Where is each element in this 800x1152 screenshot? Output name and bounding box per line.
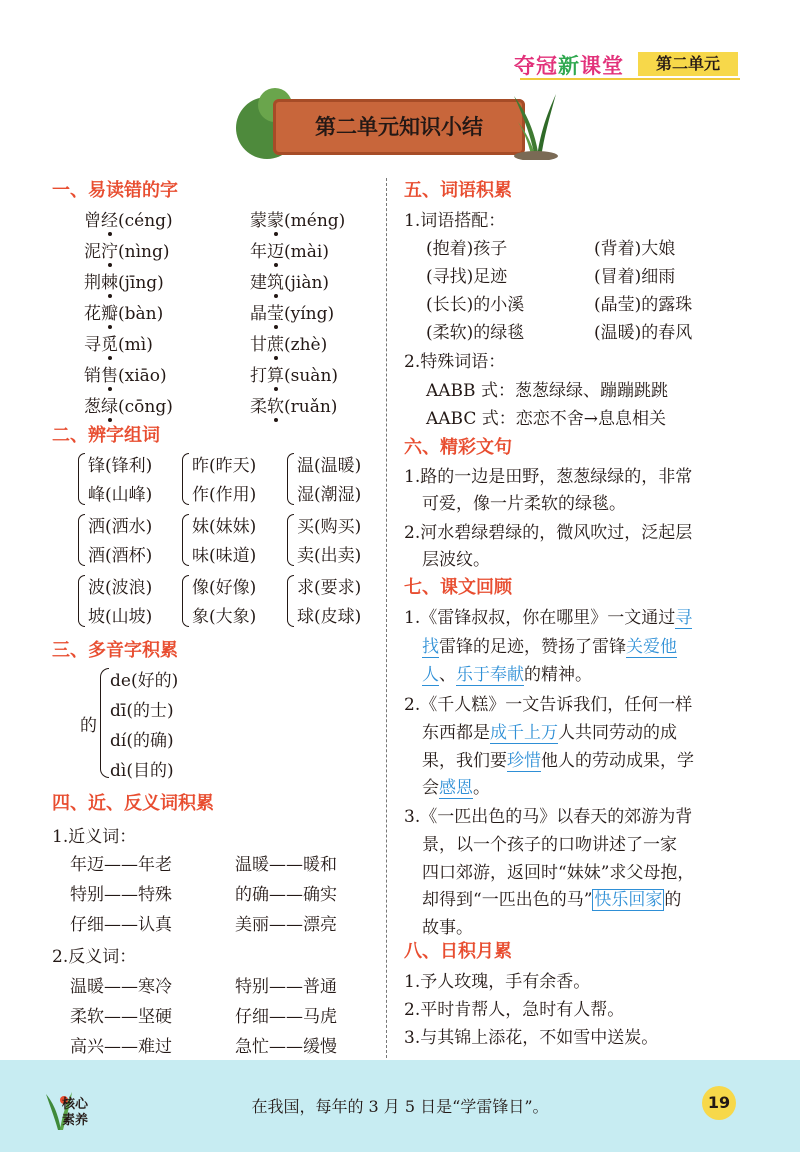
- word-item: 波(波浪): [88, 578, 153, 598]
- char: 泥: [84, 242, 101, 262]
- emphasized-char: [267, 273, 284, 293]
- paragraph: 景，以一个孩子的口吻讲述了一家: [422, 835, 677, 855]
- brand-logo: 夺冠新课堂: [514, 54, 624, 78]
- antonym-pair: 高兴——难过: [70, 1037, 172, 1057]
- emphasized-char: [267, 366, 284, 386]
- pinyin: (nìng): [118, 242, 170, 262]
- char: 蒙: [250, 211, 267, 231]
- word-item: 昨(昨天): [192, 456, 257, 476]
- collocation: (长长)的小溪: [426, 295, 525, 315]
- collocation: (冒着)细雨: [594, 267, 676, 287]
- section-heading: 五、词语积累: [404, 180, 512, 201]
- dotted-char: 绿: [101, 397, 118, 417]
- paragraph: 东西都是成千上万人共同劳动的成: [422, 723, 677, 743]
- synonym-pair: 年迈——年老: [70, 855, 172, 875]
- dotted-char: 瓣: [101, 304, 118, 324]
- antonym-pair: 特别——普通: [235, 977, 337, 997]
- section-heading: 七、课文回顾: [404, 577, 512, 598]
- emphasized-char: [101, 335, 118, 355]
- emphasized-char: [101, 211, 118, 231]
- pinyin: (mì): [118, 335, 153, 355]
- brace: [182, 575, 189, 627]
- polyphone-item: dī(的士): [110, 701, 174, 721]
- dotted-char: 莹: [267, 304, 284, 324]
- polyphone-item: dì(目的): [110, 761, 174, 781]
- brace: [100, 668, 109, 778]
- char: 销: [84, 366, 101, 386]
- core-literacy-badge: 核心 素养: [62, 1097, 89, 1128]
- paragraph: AABC 式：恋恋不舍→息息相关: [426, 409, 667, 429]
- word-item: 坡(山坡): [88, 607, 153, 627]
- word-item: 买(购买): [297, 517, 362, 537]
- char: 年: [250, 242, 267, 262]
- word-item: 峰(山峰): [88, 485, 153, 505]
- paragraph: 四口郊游，返回时“妹妹”求父母抱，: [422, 863, 695, 883]
- synonym-pair: 仔细——认真: [70, 915, 172, 935]
- polyphone-char: 的: [80, 716, 97, 736]
- section-heading: 八、日积月累: [404, 941, 512, 962]
- pronunciation-item: [250, 299, 334, 324]
- emphasized-char: [267, 304, 284, 324]
- pinyin: (xiāo): [118, 366, 167, 386]
- pronunciation-item: [250, 206, 345, 231]
- pronunciation-item: [84, 392, 173, 417]
- synonym-pair: 温暖——暖和: [235, 855, 337, 875]
- pinyin: (méng): [284, 211, 346, 231]
- dotted-char: 经: [101, 211, 118, 231]
- paragraph: 1.路的一边是田野，葱葱绿绿的，非常: [404, 467, 693, 487]
- pronunciation-item: [250, 392, 337, 417]
- word-item: 像(好像): [192, 578, 257, 598]
- pinyin: (suàn): [284, 366, 339, 386]
- char: 曾: [84, 211, 101, 231]
- char: 打: [250, 366, 267, 386]
- brace: [287, 514, 294, 566]
- brace: [182, 453, 189, 505]
- collocation: (柔软)的绿毯: [426, 323, 525, 343]
- paragraph: 会感恩。: [422, 778, 490, 798]
- word-item: 洒(洒水): [88, 517, 153, 537]
- word-item: 求(要求): [297, 578, 362, 598]
- paragraph: 2.平时肯帮人，急时有人帮。: [404, 1000, 625, 1020]
- pronunciation-item: [84, 361, 167, 386]
- section-heading: 四、近、反义词积累: [52, 793, 214, 814]
- brace: [78, 453, 85, 505]
- emphasized-char: [267, 397, 284, 417]
- emphasized-char: [101, 366, 118, 386]
- pinyin: (cōng): [118, 397, 173, 417]
- paragraph: 人、乐于奉献的精神。: [422, 665, 592, 685]
- pronunciation-item: [84, 299, 163, 324]
- antonym-pair: 温暖——寒冷: [70, 977, 172, 997]
- paragraph: 可爱，像一片柔软的绿毯。: [422, 494, 626, 514]
- word-item: 味(味道): [192, 546, 257, 566]
- collocation: (晶莹)的露珠: [594, 295, 693, 315]
- pinyin: (jiàn): [284, 273, 330, 293]
- polyphone-item: dí(的确): [110, 731, 174, 751]
- paragraph: 却得到“一匹出色的马” 快乐回家 的: [422, 890, 682, 910]
- word-item: 温(温暖): [297, 456, 362, 476]
- dotted-char: 觅: [101, 335, 118, 355]
- paragraph: 1.《雷锋叔叔，你在哪里》一文通过寻: [404, 608, 693, 628]
- char: 葱: [84, 397, 101, 417]
- section-heading: 三、多音字积累: [52, 640, 178, 661]
- collocation: (抱着)孩子: [426, 239, 508, 259]
- section-heading: 二、辨字组词: [52, 425, 160, 446]
- word-item: 锋(锋利): [88, 456, 153, 476]
- dotted-char: 蒙: [267, 211, 284, 231]
- char: 寻: [84, 335, 101, 355]
- paragraph: 3.与其锦上添花，不如雪中送炭。: [404, 1028, 659, 1048]
- word-item: 卖(出卖): [297, 546, 362, 566]
- pinyin: (mài): [284, 242, 329, 262]
- emphasized-char: [101, 273, 118, 293]
- pronunciation-item: [84, 206, 173, 231]
- pinyin: (jīng): [118, 273, 164, 293]
- antonym-pair: 柔软——坚硬: [70, 1007, 172, 1027]
- pronunciation-item: [84, 268, 164, 293]
- dotted-char: 棘: [101, 273, 118, 293]
- dotted-char: 软: [267, 397, 284, 417]
- char: 荆: [84, 273, 101, 293]
- antonym-label: 2.反义词：: [52, 947, 137, 967]
- brace: [78, 575, 85, 627]
- paragraph: AABB 式：葱葱绿绿、蹦蹦跳跳: [426, 381, 668, 401]
- pronunciation-item: [84, 237, 169, 262]
- page-number: 19: [702, 1086, 736, 1120]
- pinyin: (bàn): [118, 304, 164, 324]
- emphasized-char: [101, 304, 118, 324]
- dotted-char: 蔗: [267, 335, 284, 355]
- brace: [287, 453, 294, 505]
- pronunciation-item: [250, 237, 329, 262]
- section-heading: 一、易读错的字: [52, 180, 178, 201]
- column-divider: [386, 178, 387, 1058]
- emphasized-char: [267, 211, 284, 231]
- unit-tab: 第二单元: [638, 52, 738, 76]
- word-item: 妹(妹妹): [192, 517, 257, 537]
- footer-note: 在我国，每年的 3 月 5 日是“学雷锋日”。: [251, 1097, 549, 1116]
- pinyin: (yíng): [284, 304, 335, 324]
- paragraph: 1.予人玫瑰，手有余香。: [404, 972, 591, 992]
- paragraph: 层波纹。: [422, 550, 490, 570]
- brace: [182, 514, 189, 566]
- polyphone-item: de(好的): [110, 671, 179, 691]
- word-item: 酒(酒杯): [88, 546, 153, 566]
- emphasized-char: [267, 242, 284, 262]
- collocation: (背着)大娘: [594, 239, 676, 259]
- pronunciation-item: [250, 268, 329, 293]
- synonym-pair: 美丽——漂亮: [235, 915, 337, 935]
- antonym-pair: 仔细——马虎: [235, 1007, 337, 1027]
- paragraph: 2.河水碧绿碧绿的，微风吹过，泛起层: [404, 523, 693, 543]
- paragraph: 故事。: [422, 918, 473, 938]
- char: 晶: [250, 304, 267, 324]
- paragraph: 1.词语搭配：: [404, 211, 506, 231]
- dotted-char: 算: [267, 366, 284, 386]
- char: 柔: [250, 397, 267, 417]
- pronunciation-item: [250, 330, 327, 355]
- section-heading: 六、精彩文句: [404, 437, 512, 458]
- dotted-char: 泞: [101, 242, 118, 262]
- header-rule: [520, 78, 740, 80]
- emphasized-char: [267, 335, 284, 355]
- paragraph: 果，我们要珍惜他人的劳动成果，学: [422, 751, 694, 771]
- pinyin: (ruǎn): [284, 397, 338, 417]
- paragraph: 3.《一匹出色的马》以春天的郊游为背: [404, 807, 693, 827]
- synonym-label: 1.近义词：: [52, 827, 137, 847]
- paragraph: 2.《千人糕》一文告诉我们，任何一样: [404, 695, 693, 715]
- pinyin: (zhè): [284, 335, 328, 355]
- word-item: 球(皮球): [297, 607, 362, 627]
- word-item: 湿(潮湿): [297, 485, 362, 505]
- synonym-pair: 特别——特殊: [70, 885, 172, 905]
- brace: [78, 514, 85, 566]
- dotted-char: 筑: [267, 273, 284, 293]
- word-item: 作(作用): [192, 485, 257, 505]
- char: 建: [250, 273, 267, 293]
- brace: [287, 575, 294, 627]
- paragraph: 2.特殊词语：: [404, 352, 506, 372]
- arrow-icon: →: [583, 409, 599, 429]
- char: 花: [84, 304, 101, 324]
- emphasized-char: [101, 397, 118, 417]
- grass-decoration: [510, 92, 560, 160]
- paragraph: 找雷锋的足迹，赞扬了雷锋关爱他: [422, 637, 677, 657]
- pronunciation-item: [250, 361, 338, 386]
- antonym-pair: 急忙——缓慢: [235, 1037, 337, 1057]
- pinyin: (céng): [118, 211, 173, 231]
- collocation: (寻找)足迹: [426, 267, 508, 287]
- dotted-char: 售: [101, 366, 118, 386]
- dotted-char: 迈: [267, 242, 284, 262]
- collocation: (温暖)的春风: [594, 323, 693, 343]
- pronunciation-item: [84, 330, 153, 355]
- word-item: 象(大象): [192, 607, 257, 627]
- synonym-pair: 的确——确实: [235, 885, 337, 905]
- page-title: 第二单元知识小结: [315, 115, 483, 139]
- emphasized-char: [101, 242, 118, 262]
- char: 甘: [250, 335, 267, 355]
